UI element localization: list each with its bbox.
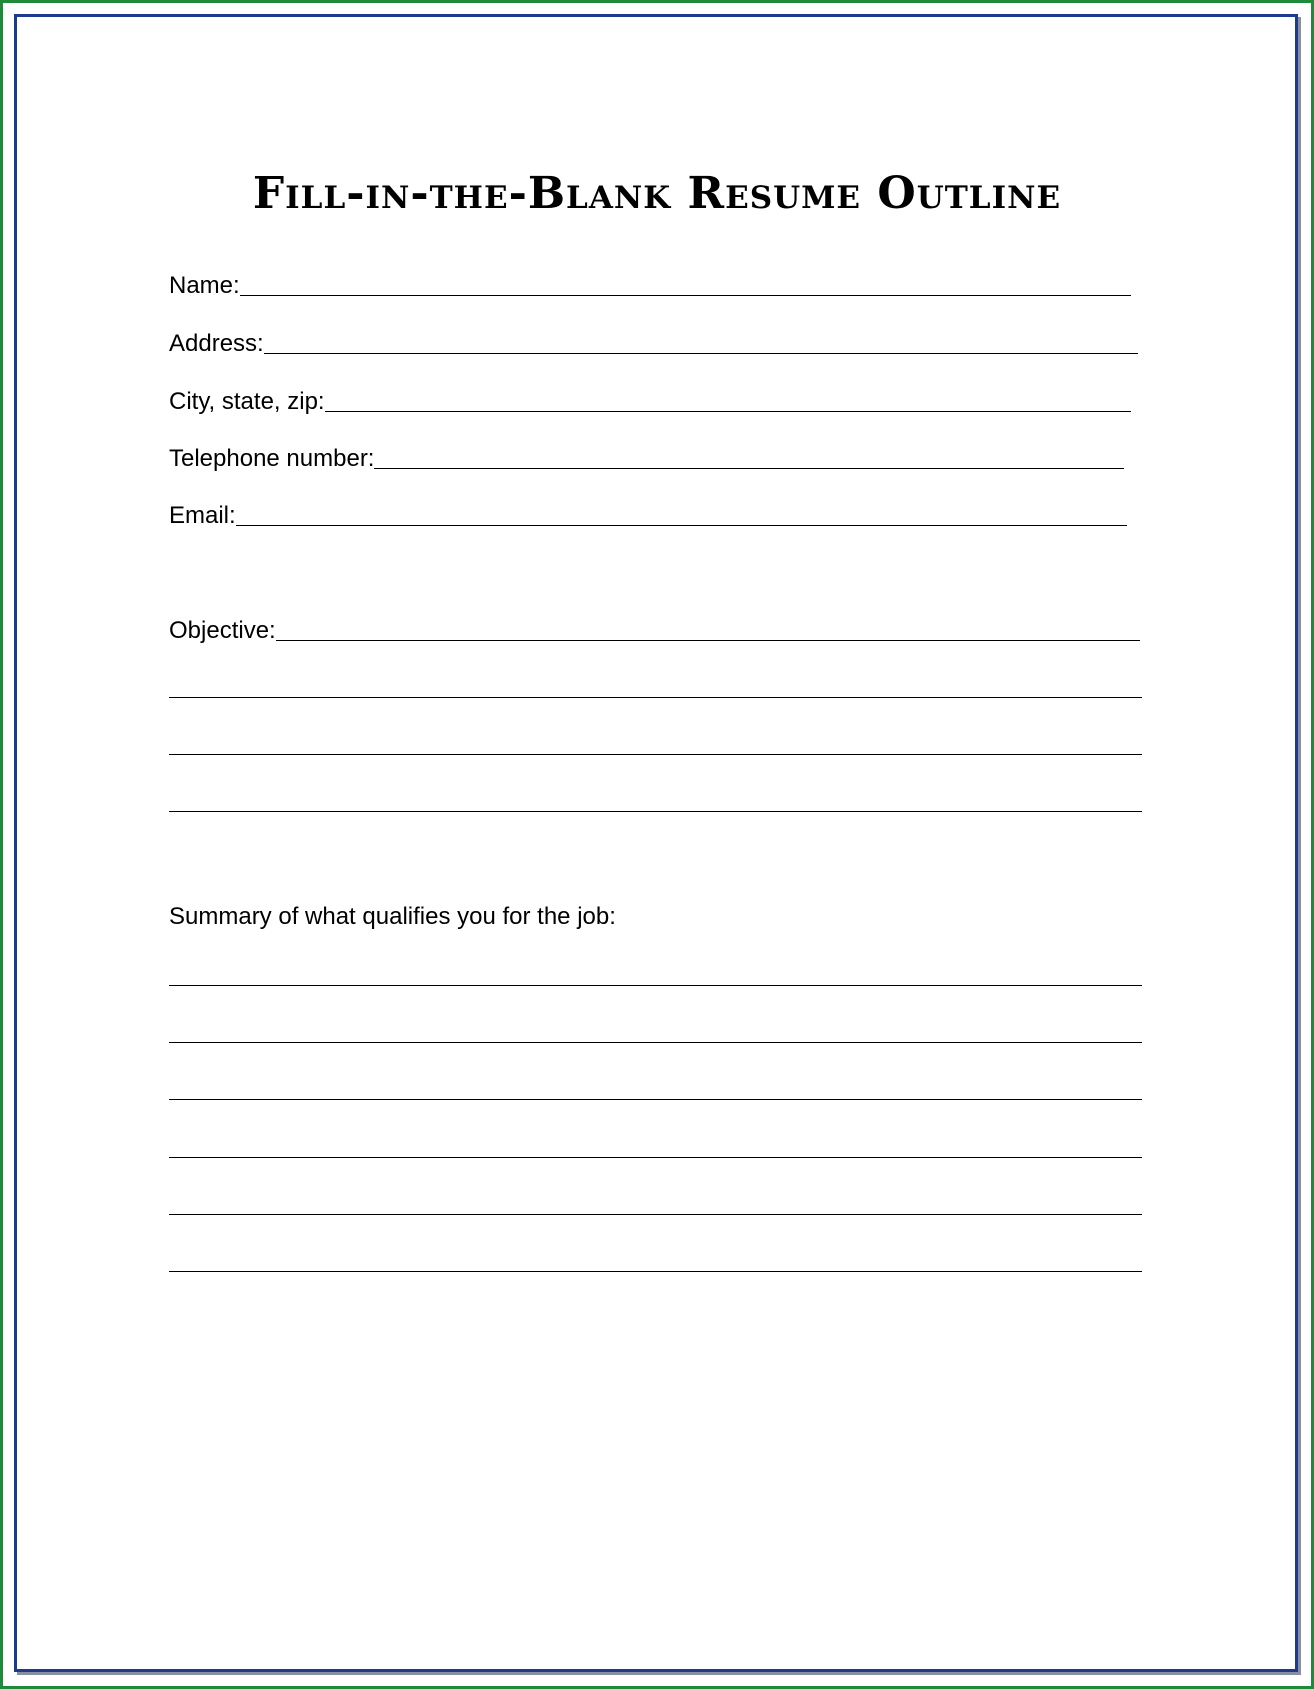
summary-blank-line[interactable] (169, 1099, 1142, 1100)
telephone-field-row (169, 439, 1124, 473)
name-field-blank[interactable] (240, 295, 1131, 296)
telephone-field-blank[interactable] (374, 468, 1124, 469)
objective-field-row (169, 611, 1140, 645)
summary-blank-line[interactable] (169, 985, 1142, 986)
objective-blank-line[interactable] (169, 697, 1142, 698)
telephone-field-label: Telephone number: (169, 445, 375, 472)
address-field-label: Address: (169, 330, 264, 357)
city-state-zip-field-blank[interactable] (325, 411, 1131, 412)
summary-blank-line[interactable] (169, 1042, 1142, 1043)
name-field-label: Name: (169, 272, 240, 299)
objective-field-blank[interactable] (276, 640, 1140, 641)
email-field-label: Email: (169, 502, 236, 529)
summary-blank-line[interactable] (169, 1157, 1142, 1158)
objective-field-label: Objective: (169, 617, 276, 644)
objective-blank-line[interactable] (169, 754, 1142, 755)
summary-blank-line[interactable] (169, 1214, 1142, 1215)
name-field-row (169, 266, 1131, 300)
city-state-zip-field-label: City, state, zip: (169, 388, 325, 415)
address-field-row (169, 324, 1138, 358)
summary-label: Summary of what qualifies you for the job: (169, 903, 616, 930)
address-field-blank[interactable] (264, 353, 1138, 354)
page-title: Fill-in-the-Blank Resume Outline (252, 168, 1062, 219)
email-field-row (169, 496, 1127, 530)
city-state-zip-field-row (169, 382, 1131, 416)
summary-blank-line[interactable] (169, 1271, 1142, 1272)
objective-blank-line[interactable] (169, 811, 1142, 812)
email-field-blank[interactable] (236, 525, 1127, 526)
